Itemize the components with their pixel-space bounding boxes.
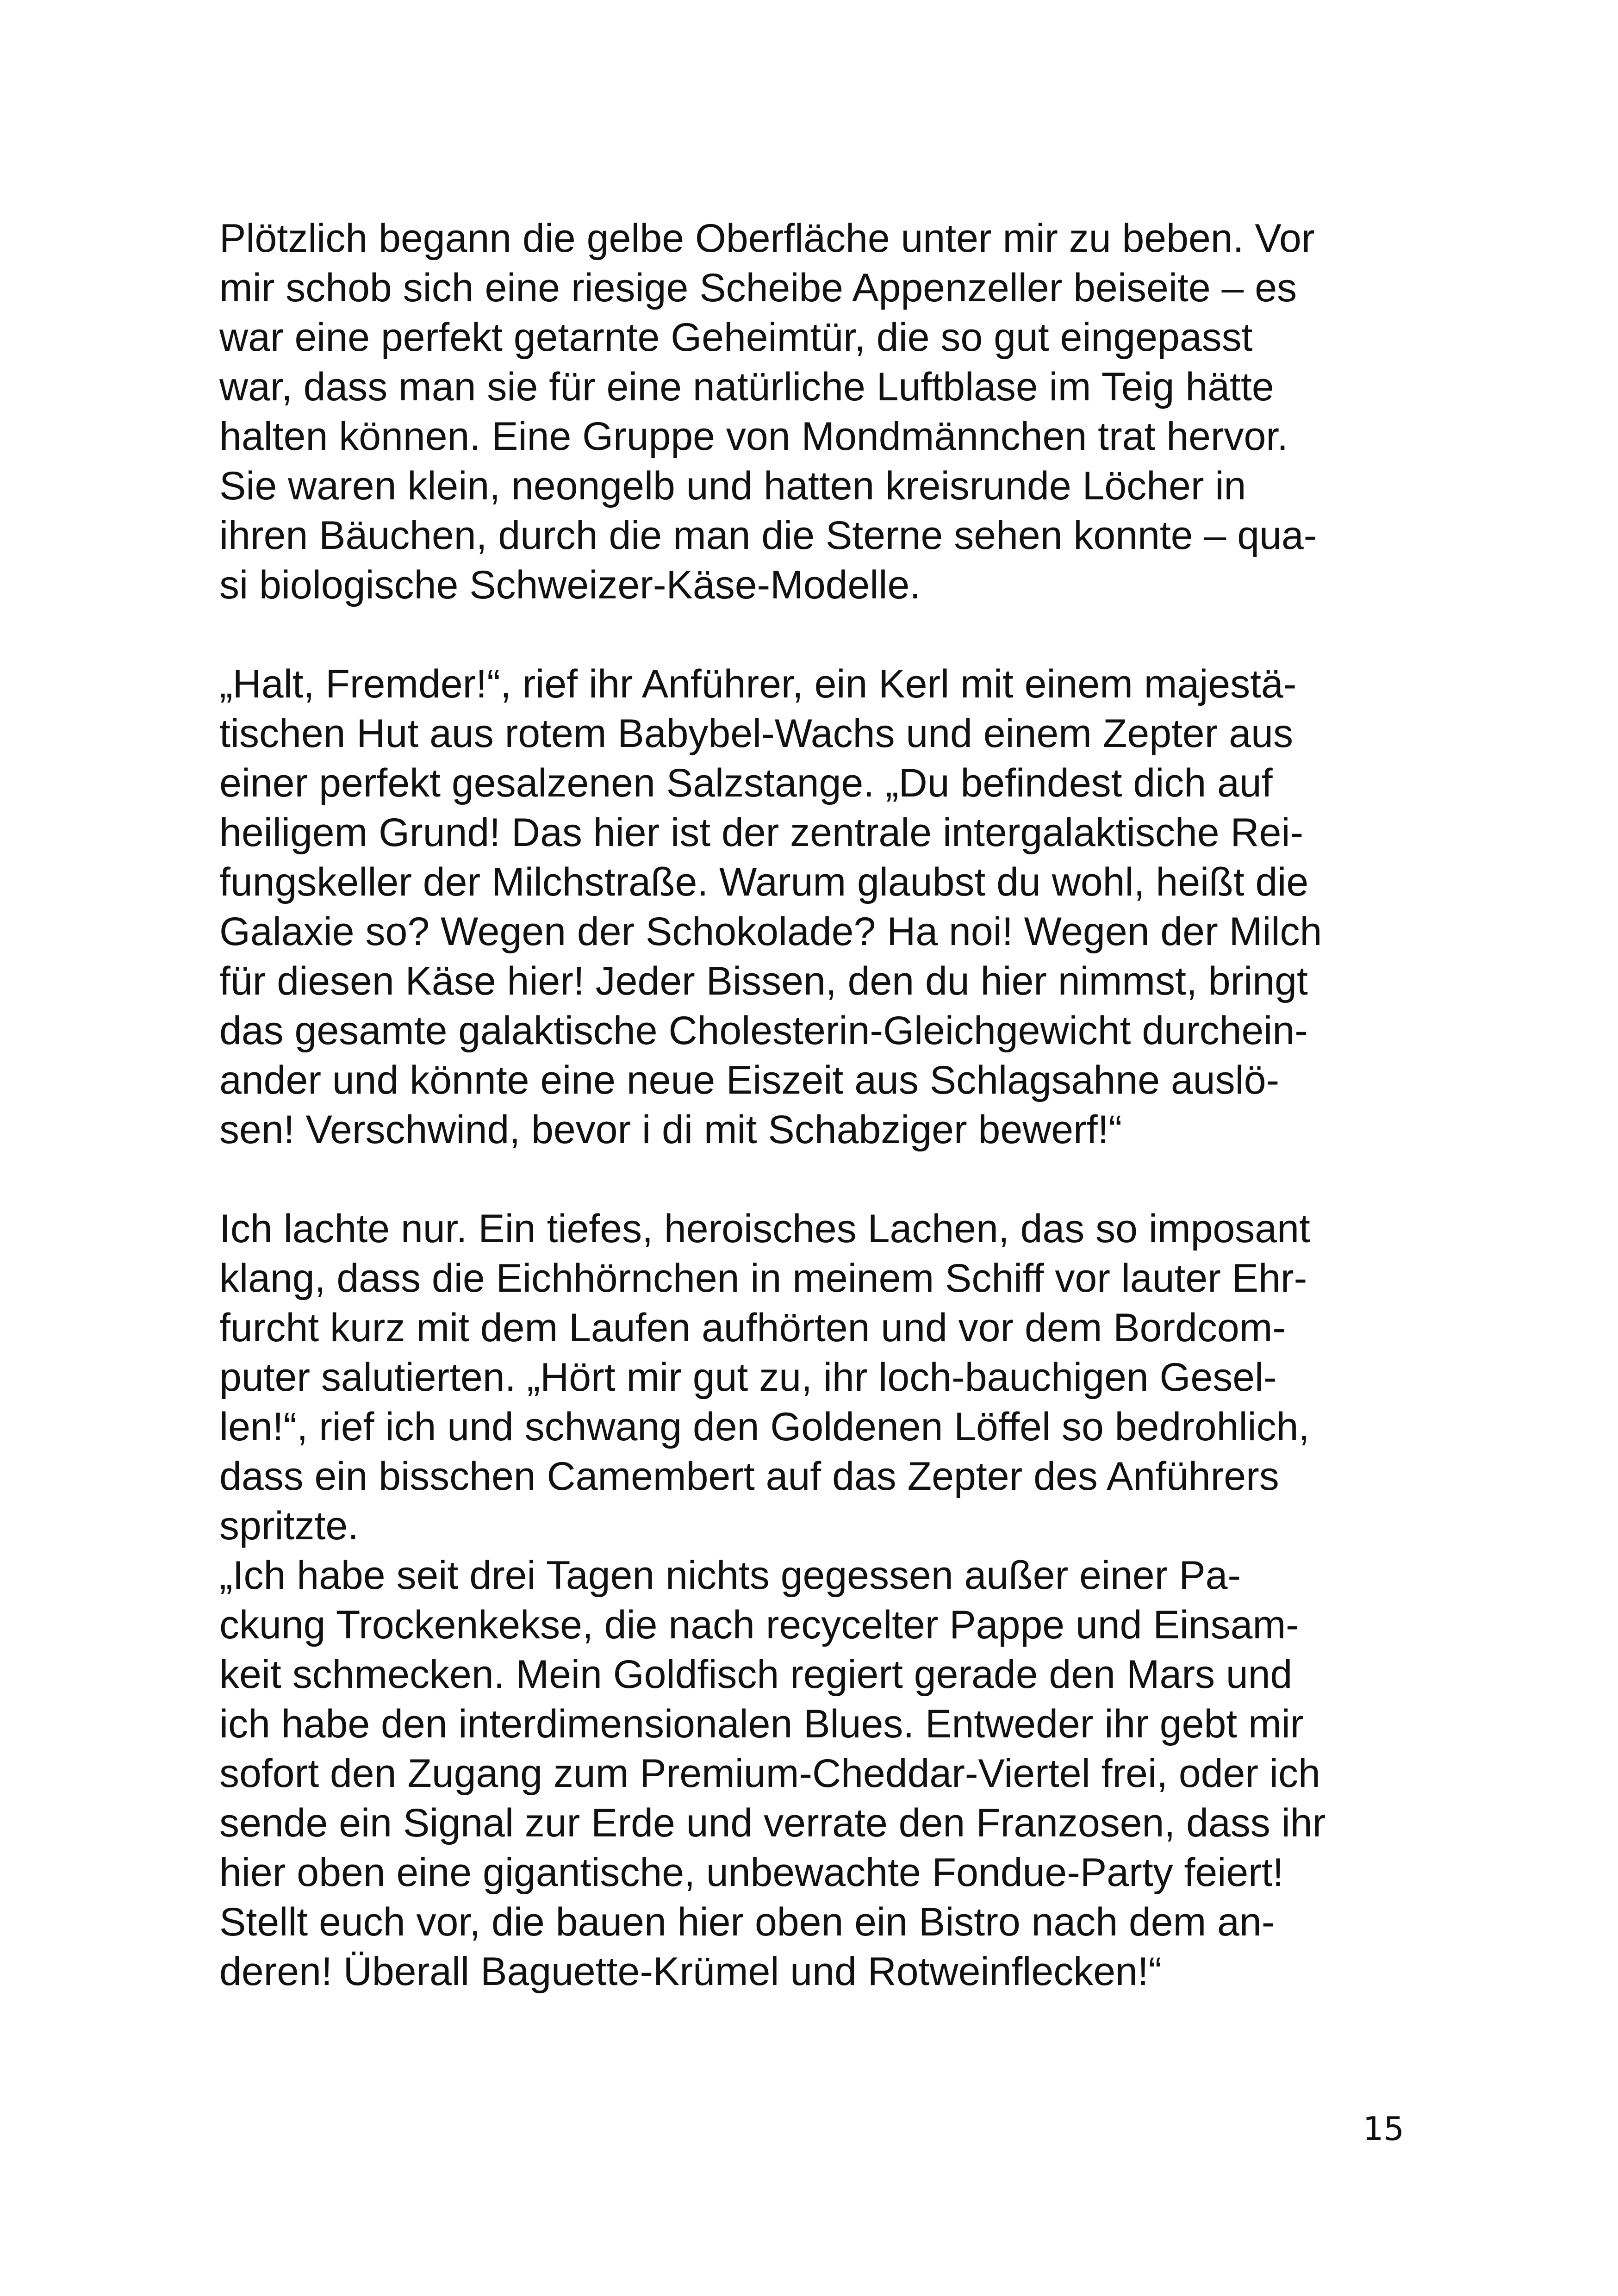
text-line: Plötzlich begann die gelbe Oberfläche unter mir zu beben. Vor (219, 216, 1315, 261)
text-line: deren! Überall Baguette-Krümel und Rotweinflecken!“ (219, 1949, 1162, 1994)
text-line: mir schob sich eine riesige Scheibe Appenzeller beiseite – es (219, 266, 1297, 310)
text-line: sofort den Zugang zum Premium-Cheddar-Viertel frei, oder ich (219, 1751, 1320, 1796)
text-line: furcht kurz mit dem Laufen aufhörten und vor dem Bordcom- (219, 1306, 1286, 1350)
text-line: puter salutierten. „Hört mir gut zu, ihr loch-bauchigen Gesel- (219, 1355, 1277, 1400)
paragraph-spacer (219, 610, 1423, 660)
paragraph-3 (219, 1204, 1423, 1551)
text-line: ich habe den interdimensionalen Blues. Entweder ihr gebt mir (219, 1702, 1304, 1746)
text-line: halten können. Eine Gruppe von Mondmännchen trat hervor. (219, 414, 1288, 459)
body-text (219, 214, 1423, 1997)
text-line: si biologische Schweizer-Käse-Modelle. (219, 563, 921, 607)
text-line: dass ein bisschen Camembert auf das Zepter des Anführers (219, 1454, 1279, 1499)
text-line: len!“, rief ich und schwang den Goldenen Löffel so bedrohlich, (219, 1405, 1310, 1449)
text-line: war, dass man sie für eine natürliche Luftblase im Teig hätte (219, 365, 1274, 409)
paragraph-2 (219, 660, 1423, 1155)
text-line: für diesen Käse hier! Jeder Bissen, den du hier nimmst, bringt (219, 959, 1308, 1003)
text-line: heiligem Grund! Das hier ist der zentrale intergalaktische Rei- (219, 810, 1304, 855)
text-line: sende ein Signal zur Erde und verrate den Franzosen, dass ihr (219, 1801, 1326, 1845)
text-line: tischen Hut aus rotem Babybel-Wachs und einem Zepter aus (219, 711, 1293, 756)
text-line: „Ich habe seit drei Tagen nichts gegessen außer einer Pa- (219, 1553, 1241, 1598)
text-line: klang, dass die Eichhörnchen in meinem Schiff vor lauter Ehr- (219, 1256, 1307, 1300)
text-line: ckung Trockenkekse, die nach recycelter Pappe und Einsam- (219, 1603, 1299, 1647)
text-line: Stellt euch vor, die bauen hier oben ein Bistro nach dem an- (219, 1900, 1275, 1944)
text-line: hier oben eine gigantische, unbewachte Fondue-Party feiert! (219, 1850, 1284, 1895)
paragraph-spacer (219, 1155, 1423, 1204)
text-line: Galaxie so? Wegen der Schokolade? Ha noi! Wegen der Milch (219, 909, 1322, 954)
text-line: ihren Bäuchen, durch die man die Sterne sehen konnte – qua- (219, 513, 1317, 558)
text-line: ander und könnte eine neue Eiszeit aus Schlagsahne auslö- (219, 1058, 1280, 1102)
text-line: sen! Verschwind, bevor i di mit Schabziger bewerf!“ (219, 1108, 1122, 1152)
paragraph-4 (219, 1551, 1423, 1997)
text-line: das gesamte galaktische Cholesterin-Gleichgewicht durchein- (219, 1008, 1308, 1053)
text-line: spritzte. (219, 1504, 359, 1548)
text-line: Ich lachte nur. Ein tiefes, heroisches Lachen, das so imposant (219, 1207, 1310, 1251)
paragraph-1 (219, 214, 1423, 610)
text-line: war eine perfekt getarnte Geheimtür, die so gut eingepasst (219, 315, 1253, 360)
text-line: fungskeller der Milchstraße. Warum glaubst du wohl, heißt die (219, 860, 1309, 904)
page-number: 15 (1363, 2110, 1404, 2148)
text-line: einer perfekt gesalzenen Salzstange. „Du befindest dich auf (219, 761, 1273, 805)
text-line: keit schmecken. Mein Goldfisch regiert gerade den Mars und (219, 1652, 1293, 1697)
text-line: „Halt, Fremder!“, rief ihr Anführer, ein Kerl mit einem majestä- (219, 662, 1297, 706)
text-line: Sie waren klein, neongelb und hatten kreisrunde Löcher in (219, 464, 1246, 508)
